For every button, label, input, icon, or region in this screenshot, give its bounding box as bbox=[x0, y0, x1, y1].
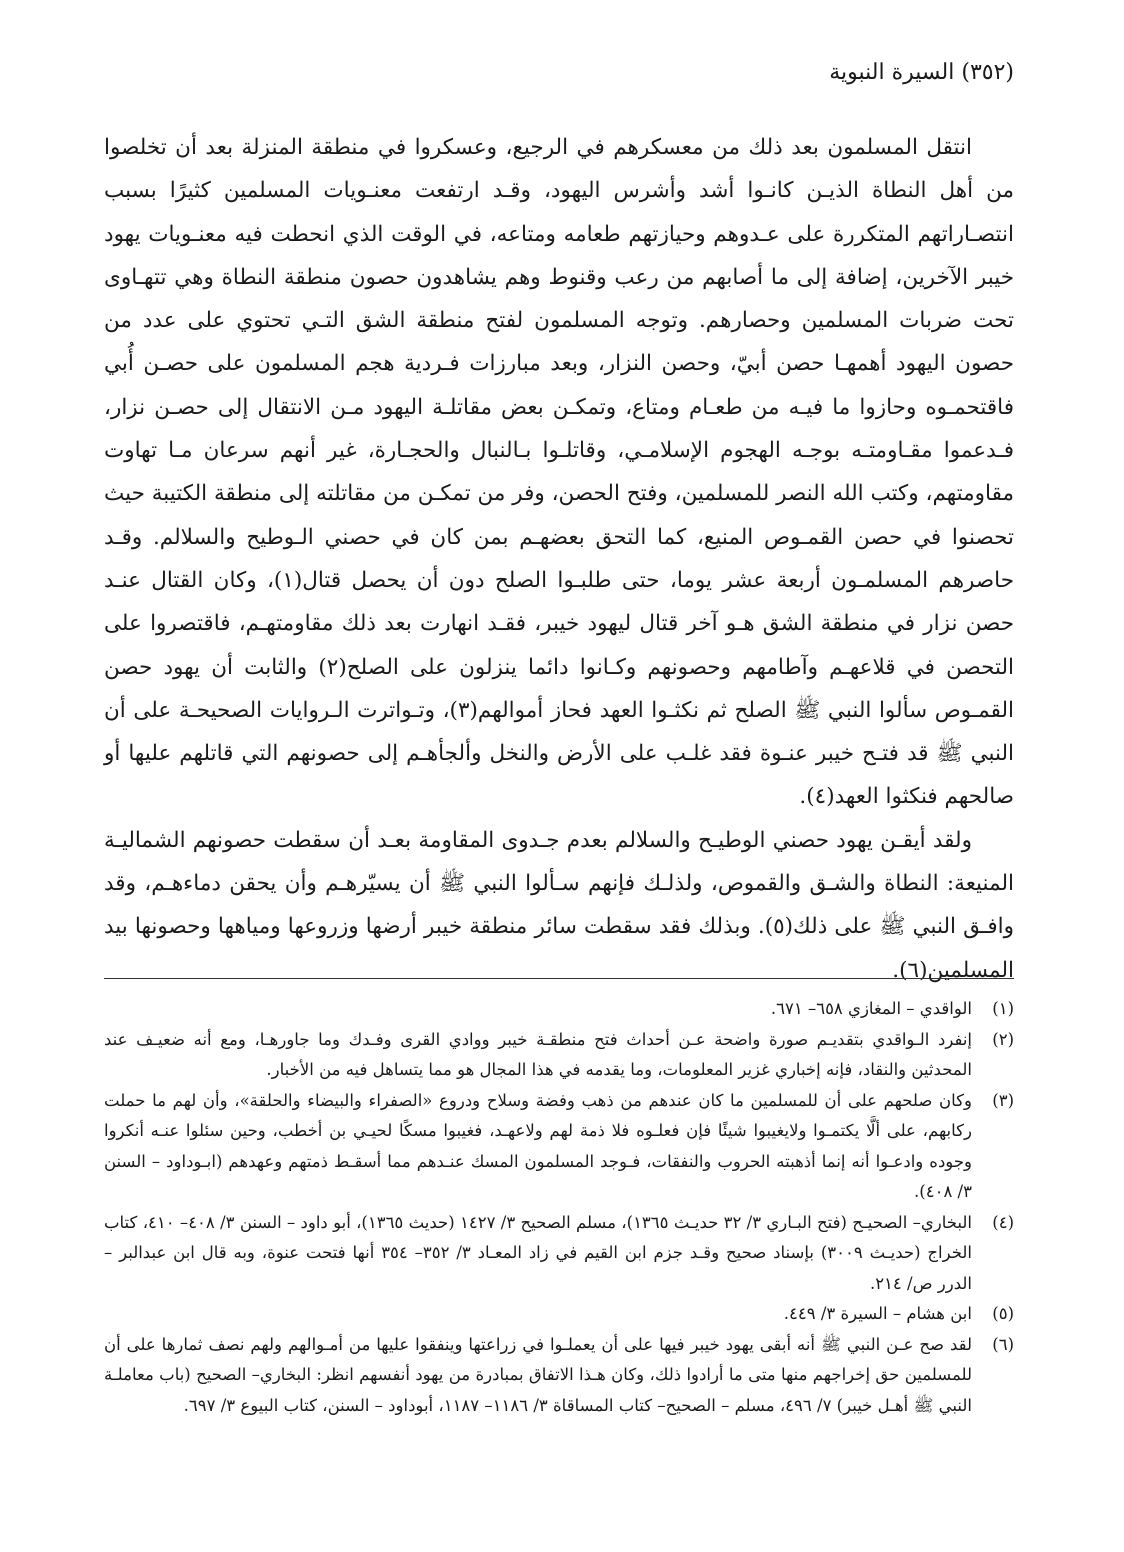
main-text bbox=[104, 126, 1014, 992]
footnote-text: وكان صلحهم على أن للمسلمين ما كان عندهم من ذهب وفضة وسلاح ودروع «الصفراء والبيضاء والحلقة»، وأن لهم ما حملت ركابهم، على ألَّا يكتمـوا ولايغيبوا شيئًا فإن فعلـوه فلا ذمة لهم ولاعهـد، فغيبوا مسكًا لحيـي بن أخطب، وحين سئلوا عنـه أنكروا وجوده وادعـوا أنه إنما أذهبته الحروب والنفقات، فـوجد المسلمون المسك عنـدهم مما أسقـط ذمتهم وعهدهم (ابـوداود – السنن ٣/ ٤٠٨). bbox=[104, 1090, 972, 1201]
running-header bbox=[829, 56, 1014, 90]
page-number: (٣٥٢) bbox=[961, 60, 1014, 85]
footnote-text: ابن هشام – السيرة ٣/ ٤٤٩. bbox=[783, 1304, 972, 1323]
footnote-text: الواقدي – المغازي ٦٥٨– ٦٧١. bbox=[770, 999, 972, 1018]
footnotes bbox=[104, 994, 1014, 1421]
footnote-number: (٣) bbox=[992, 1090, 1014, 1110]
footnote bbox=[104, 1025, 1014, 1086]
footnote-number: (٦) bbox=[992, 1334, 1014, 1354]
footnote-number: (٤) bbox=[992, 1212, 1014, 1232]
footnote-text: البخاري– الصحيـح (فتح البـاري ٣/ ٣٢ حديـث ١٣٦٥)، مسلم الصحيح ٣/ ١٤٢٧ (حديث ١٣٦٥)، أبو داود – السنن ٣/ ٤٠٨– ٤١٠، كتاب الخراج (حديـث ٣٠٠٩) بإسناد صحيح وقـد جزم ابن القيم في زاد المعـاد ٣/ ٣٥٢– ٣٥٤ أنها فتحت عنوة، وبه قال ابن عبدالبر – الدرر ص/ ٢١٤. bbox=[104, 1212, 972, 1293]
footnote-number: (١) bbox=[992, 999, 1014, 1018]
footnote-text: لقد صح عـن النبي ﷺ أنه أبقى يهود خيبر فيها على أن يعملـوا في زراعتها وينفقوا عليها من أمـوالهم ولهم نصف ثمارها على أن للمسلمين حق إخراجهم منها متى ما أرادوا ذلك، وكان هـذا الاتفاق بمبادرة من يهود أنفسهم انظر: البخاري– الصحيح (باب معاملـة النبي ﷺ أهـل خيبر) ٧/ ٤٩٦، مسلم – الصحيح– كتاب المساقاة ٣/ ١١٨٦– ١١٨٧، أبوداود – السنن، كتاب البيوع ٣/ ٦٩٧. bbox=[104, 1334, 972, 1415]
footnote-text: إنفرد الـواقدي بتقديـم صورة واضحة عـن أحداث فتح منطقـة خيبر ووادي القرى وفـدك وما جاورهـا، ومع أنه ضعيـف عند المحدثين والنقاد، فإنه إخباري غزير المعلومات، وما يقدمه في هذا المجال هو مما يتساهل فيه من الأخبار. bbox=[104, 1029, 972, 1079]
paragraph: انتقل المسلمون بعد ذلك من معسكرهم في الرجيع، وعسكروا في منطقة المنزلة بعد أن تخلصوا من أهل النطاة الذيـن كانـوا أشد وأشرس اليهود، وقـد ارتفعت معنـويات المسلمين كثيرًا بسبب انتصـاراتهم المتكررة على عـدوهم وحيازتهم طعامه ومتاعه، في الوقت الذي انحطت فيه معنـويات يهود خيبر الآخرين، إضافة إلى ما أصابهم من رعب وقنوط وهم يشاهدون حصون منطقة النطاة وهي تتهـاوى تحت ضربات المسلمين وحصارهم. وتوجه المسلمون لفتح منطقة الشق التـي تحتوي على عدد من حصون اليهود أهمهـا حصن أبيّ، وحصن النزار، وبعد مبارزات فـردية هجم المسلمون على حصـن أُبي فاقتحمـوه وحازوا ما فيـه من طعـام ومتاع، وتمكـن بعض مقاتلـة اليهود مـن الانتقال إلى حصـن نزار، فـدعموا مقـاومتـه بوجـه الهجوم الإسلامـي، وقاتلـوا بـالنبال والحجـارة، غير أنهم سرعان مـا تهاوت مقاومتهم، وكتب الله النصر للمسلمين، وفتح الحصن، وفر من تمكـن من مقاتلته إلى منطقة الكتيبة حيث تحصنوا في حصن القمـوص المنيع، كما التحق بعضهـم بمن كان في حصني الـوطيح والسلالم. وقـد حاصرهم المسلمـون أربعة عشر يوما، حتى طلبـوا الصلح دون أن يحصل قتال(١)، وكان القتال عنـد حصن نزار في منطقة الشق هـو آخر قتال ليهود خيبر، فقـد انهارت بعد ذلك مقاومتهـم، فاقتصروا على التحصن في قلاعهـم وآطامهم وحصونهم وكـانوا دائما ينزلون على الصلح(٢) والثابت أن يهود حصن القمـوص سألوا النبي ﷺ الصلح ثم نكثـوا العهد فحاز أموالهم(٣)، وتـواترت الـروايات الصحيحـة على أن النبي ﷺ قد فتـح خيبر عنـوة فقد غلـب على الأرض والنخل وألجأهـم إلى حصونهم التي قاتلهم عليها أو صالحهم فنكثوا العهد(٤). bbox=[104, 135, 1015, 810]
footnote bbox=[104, 1330, 1014, 1422]
footnote-number: (٢) bbox=[992, 1029, 1014, 1049]
footnote bbox=[104, 1086, 1014, 1208]
footnote bbox=[104, 1299, 1014, 1330]
footnote bbox=[104, 1208, 1014, 1300]
footnote-divider bbox=[104, 978, 1014, 979]
running-title: السيرة النبوية bbox=[829, 60, 955, 85]
footnote bbox=[104, 994, 1014, 1025]
paragraph: ولقد أيقـن يهود حصني الوطيـح والسلالم بعدم جـدوى المقاومة بعـد أن سقطت حصونهم الشماليـة المنيعة: النطاة والشـق والقموص، ولذلـك فإنهم سـألوا النبي ﷺ أن يسيّرهـم وأن يحقن دماءهـم، وقد وافـق النبي ﷺ على ذلك(٥). وبذلك فقد سقطت سائر منطقة خيبر أرضها وزروعها ومياهها وحصونها بيد المسلمين(٦). bbox=[104, 827, 1015, 983]
footnote-number: (٥) bbox=[992, 1304, 1014, 1323]
